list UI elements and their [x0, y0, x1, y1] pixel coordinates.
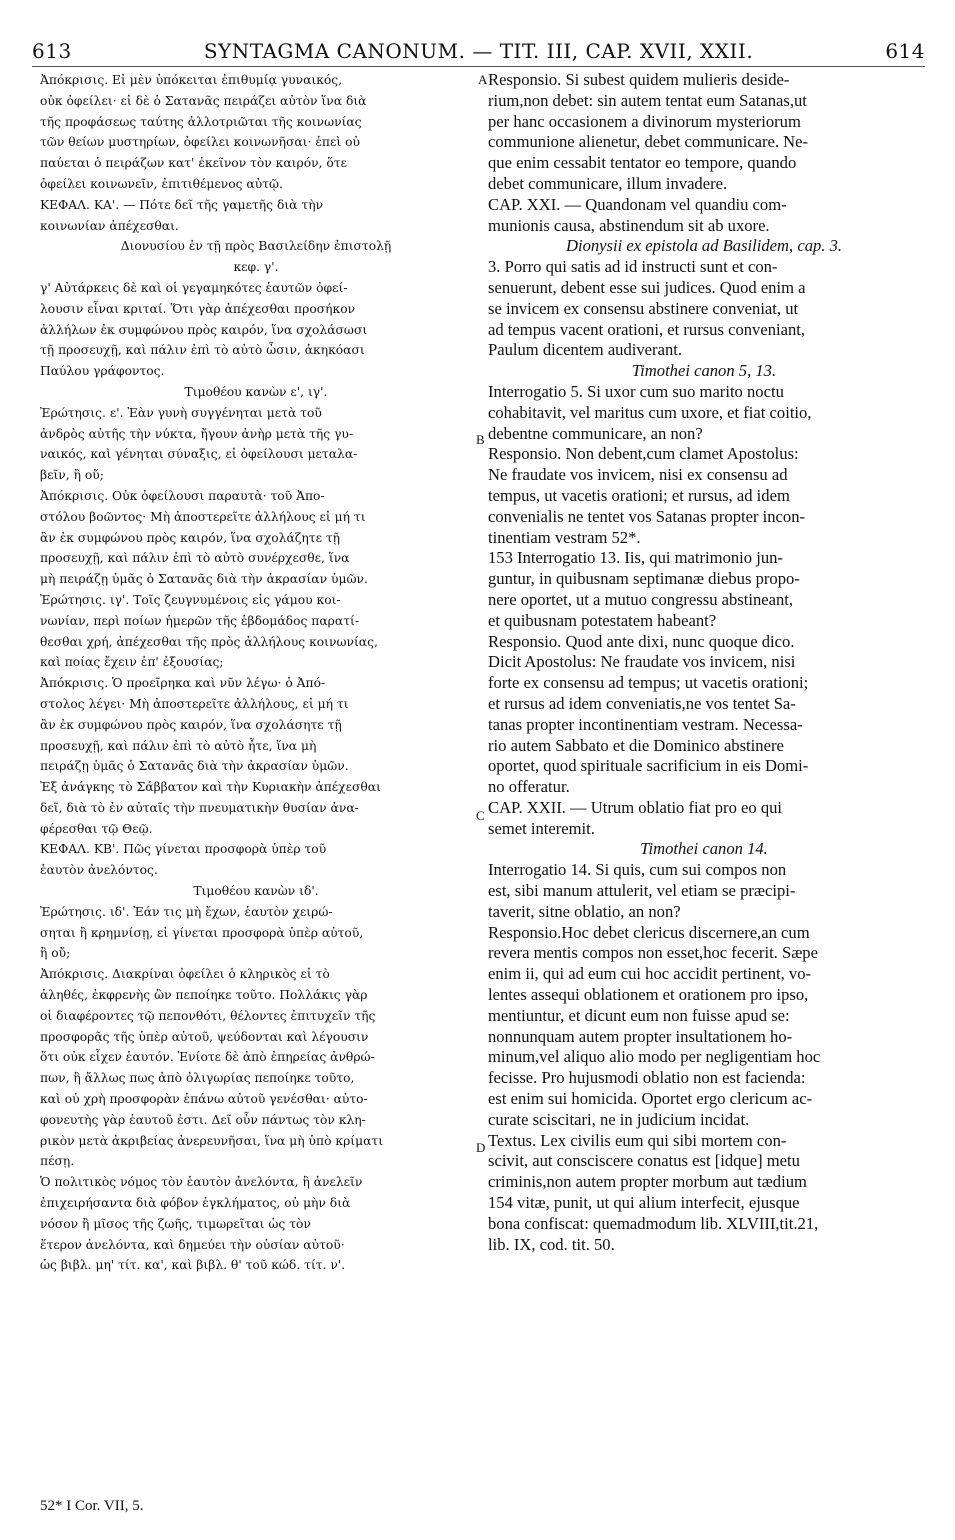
text-line: θεσθαι χρή, ἀπέχεσθαι τῆς πρὸς ἀλλήλους κοινωνίας,	[40, 634, 378, 649]
text-line: se invicem ex consensu abstinere conveniat, ut	[488, 298, 799, 318]
text-line: Ἀπόκρισις. Εἰ μὲν ὑπόκειται ἐπιθυμίᾳ γυναικός,	[40, 73, 343, 87]
text-line: νωνίαν, περὶ ποίων ἡμερῶν τῆς ἑβδομάδος παρατί-	[40, 613, 359, 628]
text-line: Τιμοθέου κανὼν ιδ'.	[193, 884, 319, 899]
text-line: 153 Interrogatio 13. Iis, qui matrimonio jun-	[488, 548, 783, 568]
text-line: bona confiscat: quemadmodum lib. XLVIII,tit.21,	[488, 1213, 819, 1233]
text-line: communione alienetur, debet communicare. Ne-	[488, 132, 809, 152]
text-line: τῶν θείων μυστηρίων, ὀφείλει κοινωνῆσαι· ἐπεὶ οὐ	[40, 135, 360, 150]
text-line: Responsio. Quod ante dixi, nunc quoque dico.	[488, 631, 795, 651]
text-line: στολος λέγει· Μὴ ἀποστερεῖτε ἀλλήλους, εἰ μή τι	[40, 696, 349, 711]
text-line: πειράζῃ ὑμᾶς ὁ Σατανᾶς διὰ τὴν ἀκρασίαν ὑμῶν.	[40, 759, 349, 774]
text-line: Ὁ πολιτικὸς νόμος τὸν ἑαυτὸν ἀνελόντα, ἢ ἀνελεῖν	[40, 1175, 363, 1190]
text-line: Ἐξ ἀνάγκης τὸ Σάββατον καὶ τὴν Κυριακὴν ἀπέχεσθαι	[40, 780, 381, 795]
text-line: Interrogatio 5. Si uxor cum suo marito noctu	[488, 381, 784, 401]
text-line: ὅτι οὐκ εἶχεν ἑαυτόν. Ἐνίοτε δὲ ἀπὸ ἐπηρείας ἀνθρώ-	[40, 1050, 375, 1065]
text-line: Interrogatio 14. Si quis, cum sui compos non	[488, 860, 787, 880]
text-line: 154 vitæ, punit, ut qui alium interfecit, ejusque	[488, 1193, 800, 1213]
text-line: ἑαυτὸν ἀνελόντος.	[40, 863, 158, 878]
text-line: ναικός, καὶ γένηται σύναξις, εἰ ὀφείλουσι μεταλα-	[40, 447, 358, 462]
text-line: προσευχῇ, καὶ πάλιν ἐπὶ τὸ αὐτὸ ἦτε, ἵνα μὴ	[40, 738, 317, 753]
text-line: δεῖ, διὰ τὸ ἐν αὐταῖς τὴν πνευματικὴν θυσίαν ἀνα-	[40, 800, 359, 815]
text-line: convenialis ne tentet vos Satanas propter incon-	[488, 506, 806, 526]
text-line: Ἐρώτησις. ιγ'. Τοῖς ζευγνυμένοις εἰς γάμου κοι-	[40, 592, 341, 607]
text-line: enim ii, qui ad eum cui hoc accidit pertinent, vo-	[488, 964, 812, 984]
text-line: νόσον ἢ μῖσος τῆς ζωῆς, τιμωρεῖται ὡς τὸν	[40, 1216, 311, 1231]
text-line: τῆς προφάσεως ταύτης ἀλλοτριῶται τῆς κοινωνίας	[40, 114, 362, 129]
text-line: Dicit Apostolus: Ne fraudate vos invicem, nisi	[488, 652, 796, 672]
footnote: 52* I Cor. VII, 5.	[40, 1498, 144, 1514]
text-line: φέρεσθαι τῷ Θεῷ.	[40, 821, 153, 836]
text-line: revera mentis compos non esset,hoc fecerit. Sæpe	[488, 943, 818, 963]
text-line: no offeratur.	[488, 777, 570, 797]
text-line: rio autem Sabbato et die Dominico abstinere	[488, 735, 784, 755]
text-line: 3. Porro qui satis ad id instructi sunt et con-	[488, 257, 778, 277]
greek-column	[40, 70, 472, 1276]
text-line: ἀνδρὸς αὐτῆς τὴν νύκτα, ἤγουν ἀνὴρ μετὰ τῆς γυ-	[40, 426, 354, 441]
text-line: λουσιν εἶναι κριταί. Ὅτι γὰρ ἀπέχεσθαι προσήκον	[40, 301, 356, 316]
text-line: semet interemit.	[488, 818, 595, 838]
text-line: Διονυσίου ἐν τῇ πρὸς Βασιλείδην ἐπιστολῇ	[120, 239, 392, 254]
text-line: Ἀπόκρισις. Οὐκ ὀφείλουσι παραυτὰ· τοῦ Ἀπο-	[40, 488, 325, 503]
text-line: κοινωνίαν ἀπέχεσθαι.	[40, 218, 179, 233]
text-line: Paulum dicentem audiverant.	[488, 340, 682, 360]
text-line: guntur, in quibusnam septimanæ diebus propo-	[488, 569, 800, 589]
text-line: et quibusnam potestatem habeant?	[488, 610, 717, 630]
text-line: ἕτερον ἀνελόντα, καὶ δημεύει τὴν οὐσίαν αὐτοῦ·	[40, 1237, 345, 1252]
text-line: Ἀπόκρισις. Ὁ προεῖρηκα καὶ νῦν λέγω· ὁ Ἀπό-	[40, 676, 326, 691]
text-line: taverit, sitne oblatio, an non?	[488, 901, 681, 921]
text-line: tempus, ut vacetis orationi; et rursus, ad idem	[488, 485, 790, 505]
text-line: ἂν ἐκ συμφώνου πρὸς καιρόν, ἵνα σχολάζητε τῇ	[40, 530, 341, 545]
text-line: ἂν ἐκ συμφώνου πρὸς καιρόν, ἵνα σχολάσητε τῇ	[40, 717, 342, 732]
text-line: per hanc occasionem a divinorum mysteriorum	[488, 111, 801, 131]
text-line: βεῖν, ἢ οὔ;	[40, 468, 104, 483]
text-line: minum,vel aliquo alio modo per negligentiam hoc	[488, 1047, 821, 1067]
text-line: lib. IX, cod. tit. 50.	[488, 1234, 615, 1254]
text-line: ἀληθές, ἐκφρενὴς ὢν πεποίηκε τοῦτο. Πολλάκις γὰρ	[40, 988, 368, 1003]
text-line: Ἀπόκρισις. Διακρίναι ὀφείλει ὁ κληρικὸς εἰ τὸ	[40, 967, 330, 982]
text-line: Responsio.Hoc debet clericus discernere,an cum	[488, 922, 810, 942]
text-line: Timothei canon 5, 13.	[631, 361, 777, 381]
text-line: ΚΕΦΑΛ. ΚΒ'. Πῶς γίνεται προσφορὰ ὑπὲρ τοῦ	[40, 842, 327, 857]
text-line: criminis,non autem propter morbum aut tædium	[488, 1172, 807, 1192]
text-line: et rursus ad idem conveniatis,ne vos tentet Sa-	[488, 693, 796, 713]
text-line: ἐπιχειρήσαντα διὰ φόβον ἐγκλήματος, οὐ μὴν διὰ	[40, 1196, 351, 1211]
text-line: rium,non debet: sin autem tentat eum Satanas,ut	[488, 90, 807, 110]
text-line: οἱ διαφέροντες τῷ πεπονθότι, θέλοντες ἐπιτυχεῖν τῆς	[40, 1008, 376, 1023]
text-line: ὡς βιβλ. μη' τίτ. κα', καὶ βιβλ. θ' τοῦ κώδ. τίτ. ν'.	[40, 1258, 346, 1273]
margin-letter-a: A	[478, 72, 488, 87]
text-line: est, sibi manum attulerit, vel etiam se præcipi-	[488, 881, 796, 901]
text-line: curate sciscitari, ne in judicium incidat.	[488, 1109, 750, 1129]
text-line: σηται ἢ κρημνίσῃ, εἰ γίνεται προσφορὰ ὑπὲρ αὐτοῦ,	[40, 925, 364, 940]
text-line: CAP. XXI. — Quandonam vel quandiu com-	[488, 194, 787, 214]
text-line: ρικὸν μετὰ ἀκριβείας ἀνερευνῆσαι, ἵνα μὴ ὑπὸ κρίματι	[40, 1133, 384, 1148]
text-line: lentes assequi oblationem et orationem pro ipso,	[488, 985, 809, 1005]
text-line: debet communicare, illum invadere.	[488, 173, 728, 193]
text-line: Ne fraudate vos invicem, nisi ex consensu ad	[488, 465, 788, 485]
running-title: SYNTAGMA CANONUM. — TIT. III, CAP. XVII, XXII.	[203, 39, 754, 63]
text-line: forte ex consensu ad tempus; ut vacetis orationi;	[488, 673, 809, 693]
text-line: Dionysii ex epistola ad Basilidem, cap. 3.	[565, 236, 843, 256]
text-line: Responsio. Non debent,cum clamet Apostolus:	[488, 444, 799, 464]
text-line: καὶ ποίας ἔχειν ἐπ' ἐξουσίας;	[40, 655, 224, 670]
text-line: scivit, aut consciscere conatus est [idque] metu	[488, 1151, 800, 1171]
latin-column	[488, 70, 920, 1255]
text-line: fecisse. Pro hujusmodi oblatio non est facienda:	[488, 1068, 806, 1088]
text-line: ἢ οὔ;	[40, 946, 71, 961]
margin-letter-c: C	[476, 808, 485, 823]
text-line: πέσῃ.	[40, 1154, 75, 1169]
right-page-number: 614	[885, 39, 925, 63]
text-line: οὐκ ὀφείλει· εἰ δὲ ὁ Σατανᾶς πειράζει αὐτὸν ἵνα διὰ	[40, 93, 367, 108]
text-line: Ἐρώτησις. ε'. Ἐὰν γυνὴ συγγένηται μετὰ τοῦ	[40, 405, 322, 420]
text-line: senuerunt, debent esse sui judices. Quod enim a	[488, 277, 806, 297]
text-line: Ἐρώτησις. ιδ'. Ἐάν τις μὴ ἔχων, ἑαυτὸν χειρώ-	[40, 904, 333, 919]
text-line: Παύλου γράφοντος.	[40, 364, 165, 379]
text-line: παύεται ὁ πειράζων κατ' ἐκεῖνον τὸν καιρόν, ὅτε	[40, 156, 347, 171]
text-line: munionis causa, abstinendum sit ab uxore.	[488, 215, 770, 235]
text-line: debentne communicare, an non?	[488, 423, 703, 443]
margin-letter-d: D	[476, 1140, 486, 1155]
text-line: tanas propter incontinentiam vestram. Necessa-	[488, 714, 803, 734]
text-line: nonnunquam autem propter insultationem ho-	[488, 1026, 793, 1046]
text-line: ὀφείλει κοινωνεῖν, ἐπιτιθέμενος αὐτῷ.	[40, 176, 283, 191]
text-line: φονευτὴς γὰρ ἑαυτοῦ ἐστι. Δεῖ οὖν πάντως τὸν κλη-	[40, 1112, 366, 1127]
text-line: Textus. Lex civilis eum qui sibi mortem con-	[488, 1130, 787, 1150]
text-line: Responsio. Si subest quidem mulieris deside-	[488, 70, 790, 89]
text-line: ἀλλήλων ἐκ συμφώνου πρὸς καιρόν, ἵνα σχολάσωσι	[40, 322, 368, 337]
text-line: est enim sui homicida. Oportet ergo clericum ac-	[488, 1089, 813, 1109]
text-line: ΚΕΦΑΛ. ΚΑ'. — Πότε δεῖ τῆς γαμετῆς διὰ τὴν	[40, 197, 324, 212]
text-line: ad tempus vacent orationi, et rursus conveniant,	[488, 319, 806, 339]
text-line: πων, ἢ ἄλλως πως ἀπὸ ὀλιγωρίας πεποίηκε τοῦτο,	[40, 1071, 355, 1086]
text-line: καὶ οὐ χρὴ προσφορὰν ἐπάνω αὐτοῦ γενέσθαι· αὐτο-	[40, 1092, 368, 1107]
text-line: προσφορᾶς τῆς ὑπὲρ αὐτοῦ, ψεύδονται καὶ λέγουσιν	[40, 1029, 369, 1044]
margin-letter-b: B	[476, 432, 485, 447]
text-line: προσευχῇ, καὶ πάλιν ἐπὶ τὸ αὐτὸ συνέρχεσθε, ἵνα	[40, 551, 350, 566]
text-line: que enim cessabit tentator eo tempore, quando	[488, 153, 797, 173]
text-line: oportet, quod spirituale sacrificium in eis Domi-	[488, 756, 809, 776]
text-line: κεφ. γ'.	[233, 260, 279, 275]
text-line: Τιμοθέου κανὼν ε', ιγ'.	[184, 384, 328, 399]
text-line: mentiuntur, et dicunt eum non fuisse apud se:	[488, 1005, 790, 1025]
header-rule	[32, 66, 925, 67]
text-line: Timothei canon 14.	[640, 839, 768, 859]
text-line: CAP. XXII. — Utrum oblatio fiat pro eo qui	[488, 797, 783, 817]
text-line: γ' Αὐτάρκεις δὲ καὶ οἱ γεγαμηκότες ἑαυτῶν ὀφεί-	[40, 280, 348, 295]
text-line: cohabitavit, vel maritus cum uxore, et fiat coitio,	[488, 402, 812, 422]
running-header	[32, 34, 925, 68]
text-line: μὴ πειράζῃ ὑμᾶς ὁ Σατανᾶς διὰ τὴν ἀκρασίαν ὑμῶν.	[40, 572, 368, 587]
text-line: nere oportet, ut a mutuo congressu abstineant,	[488, 589, 794, 609]
text-line: στόλου βοῶντος· Μὴ ἀποστερεῖτε ἀλλήλους εἰ μή τι	[40, 509, 366, 524]
text-line: tinentiam vestram 52*.	[488, 527, 641, 547]
text-line: τῇ προσευχῇ, καὶ πάλιν ἐπὶ τὸ αὐτὸ ὦσιν, ἀκηκόασι	[40, 343, 365, 358]
left-page-number: 613	[32, 39, 72, 63]
